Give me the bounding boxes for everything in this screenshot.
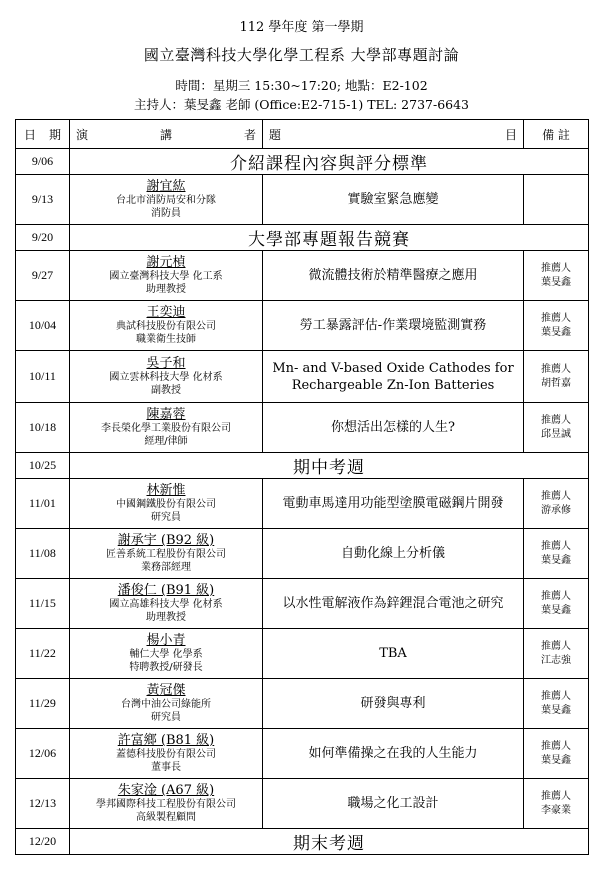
speaker-name: 許富鄉 (B81 級) — [117, 733, 215, 748]
table-row — [16, 403, 589, 453]
recommender-name: 葉旻鑫 — [541, 554, 571, 566]
speaker-cell — [70, 403, 263, 453]
schedule-table — [15, 119, 589, 855]
date-cell: 11/22 — [16, 629, 70, 679]
speaker-cell — [70, 301, 263, 351]
speaker-cell — [70, 351, 263, 403]
speaker-title: 經理/律師 — [144, 436, 188, 447]
time-place-line: 時間：星期三 15:30~17:20; 地點：E2-102 — [175, 78, 428, 93]
recommender-name: 江志強 — [541, 654, 571, 666]
speaker-affiliation: 中國鋼鐵股份有限公司 — [116, 499, 216, 510]
table-row — [16, 149, 589, 175]
recommender-name: 胡哲嘉 — [541, 377, 571, 389]
recommender-name: 李豪業 — [541, 804, 571, 816]
table-row — [16, 579, 589, 629]
speaker-title: 研究員 — [151, 512, 181, 523]
speaker-affiliation: 國立雲林科技大學 化材系 — [109, 372, 223, 383]
table-row — [16, 225, 589, 251]
speaker-name: 林新惟 — [146, 483, 186, 498]
speaker-affiliation: 學邦國際科技工程股份有限公司 — [96, 799, 236, 810]
event-cell: 期末考週 — [70, 829, 589, 855]
table-row — [16, 479, 589, 529]
table-header-row — [16, 120, 589, 149]
note-cell — [524, 251, 589, 301]
event-cell: 大學部專題報告競賽 — [70, 225, 589, 251]
recommender-name: 葉旻鑫 — [541, 326, 571, 338]
recommender-label: 推薦人 — [541, 363, 571, 375]
date-cell: 9/13 — [16, 175, 70, 225]
speaker-affiliation: 典試科技股份有限公司 — [116, 321, 216, 332]
speaker-title: 業務部經理 — [141, 562, 191, 573]
speaker-title: 職業衛生技師 — [136, 334, 196, 345]
speaker-title: 高級製程顧問 — [136, 812, 196, 823]
speaker-name: 吳子和 — [146, 356, 186, 371]
event-cell: 介紹課程內容與評分標準 — [70, 149, 589, 175]
topic-cell: 電動車馬達用功能型塗膜電磁鋼片開發 — [263, 479, 524, 529]
speaker-name: 黃冠傑 — [146, 683, 186, 698]
header-note: 備 註 — [524, 120, 589, 149]
host-line: 主持人：葉旻鑫 老師 (Office:E2-715-1) TEL: 2737-6643 — [133, 97, 470, 112]
speaker-affiliation: 蓋德科技股份有限公司 — [116, 749, 216, 760]
date-cell: 11/29 — [16, 679, 70, 729]
speaker-name: 朱家淦 (A67 級) — [117, 783, 215, 798]
speaker-cell — [70, 729, 263, 779]
recommender-label: 推薦人 — [541, 740, 571, 752]
note-cell — [524, 579, 589, 629]
note-cell — [524, 629, 589, 679]
recommender-label: 推薦人 — [541, 640, 571, 652]
date-cell: 12/13 — [16, 779, 70, 829]
recommender-label: 推薦人 — [541, 540, 571, 552]
table-row — [16, 351, 589, 403]
speaker-cell — [70, 679, 263, 729]
speaker-title: 研究員 — [151, 712, 181, 723]
speaker-cell — [70, 175, 263, 225]
recommender-label: 推薦人 — [541, 590, 571, 602]
topic-cell: 自動化線上分析儀 — [263, 529, 524, 579]
topic-cell: 以水性電解液作為鋅鋰混合電池之研究 — [263, 579, 524, 629]
note-cell — [524, 679, 589, 729]
recommender-name: 葉旻鑫 — [541, 276, 571, 288]
note-cell — [524, 175, 589, 225]
speaker-title: 董事長 — [151, 762, 181, 773]
topic-cell: 職場之化工設計 — [263, 779, 524, 829]
header-topic: 題 目 — [263, 120, 524, 149]
header-speaker: 演 講 者 — [70, 120, 263, 149]
date-cell: 9/20 — [16, 225, 70, 251]
date-cell: 11/08 — [16, 529, 70, 579]
speaker-cell — [70, 779, 263, 829]
speaker-affiliation: 李長榮化學工業股份有限公司 — [101, 423, 231, 434]
recommender-name: 邱昱誠 — [541, 428, 571, 440]
date-cell: 9/27 — [16, 251, 70, 301]
topic-cell: 研發與專利 — [263, 679, 524, 729]
recommender-name: 葉旻鑫 — [541, 604, 571, 616]
table-row — [16, 251, 589, 301]
speaker-affiliation: 台灣中油公司綠能所 — [121, 699, 211, 710]
speaker-affiliation: 台北市消防局安和分隊 — [116, 195, 216, 206]
table-row — [16, 301, 589, 351]
speaker-affiliation: 國立臺灣科技大學 化工系 — [109, 271, 223, 282]
table-row — [16, 679, 589, 729]
date-cell: 12/06 — [16, 729, 70, 779]
date-cell: 10/04 — [16, 301, 70, 351]
speaker-cell — [70, 251, 263, 301]
note-cell — [524, 779, 589, 829]
term-heading: 112 學年度 第一學期 — [239, 20, 364, 35]
speaker-name: 謝承宇 (B92 級) — [117, 533, 215, 548]
speaker-name: 潘俊仁 (B91 級) — [117, 583, 215, 598]
table-row — [16, 829, 589, 855]
speaker-name: 謝元楨 — [146, 255, 186, 270]
speaker-title: 助理教授 — [146, 284, 186, 295]
table-row — [16, 453, 589, 479]
speaker-cell — [70, 529, 263, 579]
note-cell — [524, 529, 589, 579]
speaker-name: 謝宜紘 — [146, 179, 186, 194]
header-date: 日 期 — [16, 120, 70, 149]
speaker-name: 陳嘉蓉 — [146, 407, 186, 422]
note-cell — [524, 729, 589, 779]
date-cell: 10/25 — [16, 453, 70, 479]
topic-cell: TBA — [263, 629, 524, 679]
speaker-cell — [70, 479, 263, 529]
recommender-name: 游承修 — [541, 504, 571, 516]
recommender-name: 葉旻鑫 — [541, 704, 571, 716]
speaker-title: 消防員 — [151, 208, 181, 219]
topic-cell: 微流體技術於精準醫療之應用 — [263, 251, 524, 301]
recommender-label: 推薦人 — [541, 414, 571, 426]
recommender-label: 推薦人 — [541, 790, 571, 802]
speaker-cell — [70, 629, 263, 679]
date-cell: 12/20 — [16, 829, 70, 855]
recommender-label: 推薦人 — [541, 312, 571, 324]
date-cell: 11/15 — [16, 579, 70, 629]
date-cell: 10/18 — [16, 403, 70, 453]
recommender-label: 推薦人 — [541, 490, 571, 502]
note-cell — [524, 301, 589, 351]
table-row — [16, 779, 589, 829]
speaker-cell — [70, 579, 263, 629]
topic-cell: 你想活出怎樣的人生? — [263, 403, 524, 453]
recommender-label: 推薦人 — [541, 262, 571, 274]
table-row — [16, 175, 589, 225]
date-cell: 10/11 — [16, 351, 70, 403]
speaker-affiliation: 國立高雄科技大學 化材系 — [109, 599, 223, 610]
topic-cell: 如何準備操之在我的人生能力 — [263, 729, 524, 779]
topic-cell: 勞工暴露評估-作業環境監測實務 — [263, 301, 524, 351]
speaker-name: 楊小青 — [146, 633, 186, 648]
note-cell — [524, 479, 589, 529]
event-cell: 期中考週 — [70, 453, 589, 479]
table-row — [16, 529, 589, 579]
speaker-name: 王奕迪 — [146, 305, 186, 320]
course-title: 國立臺灣科技大學化學工程系 大學部專題討論 — [143, 46, 460, 64]
table-row — [16, 629, 589, 679]
topic-cell: Mn- and V-based Oxide Cathodes for Rechargeable Zn-Ion Batteries — [263, 351, 524, 403]
speaker-title: 特聘教授/研發長 — [129, 662, 203, 673]
speaker-title: 助理教授 — [146, 612, 186, 623]
table-row — [16, 729, 589, 779]
topic-cell: 實驗室緊急應變 — [263, 175, 524, 225]
note-cell — [524, 403, 589, 453]
speaker-title: 副教授 — [151, 385, 181, 396]
speaker-affiliation: 輔仁大學 化學系 — [129, 649, 203, 660]
speaker-affiliation: 匠善系統工程股份有限公司 — [106, 549, 226, 560]
note-cell — [524, 351, 589, 403]
recommender-name: 葉旻鑫 — [541, 754, 571, 766]
date-cell: 11/01 — [16, 479, 70, 529]
recommender-label: 推薦人 — [541, 690, 571, 702]
date-cell: 9/06 — [16, 149, 70, 175]
